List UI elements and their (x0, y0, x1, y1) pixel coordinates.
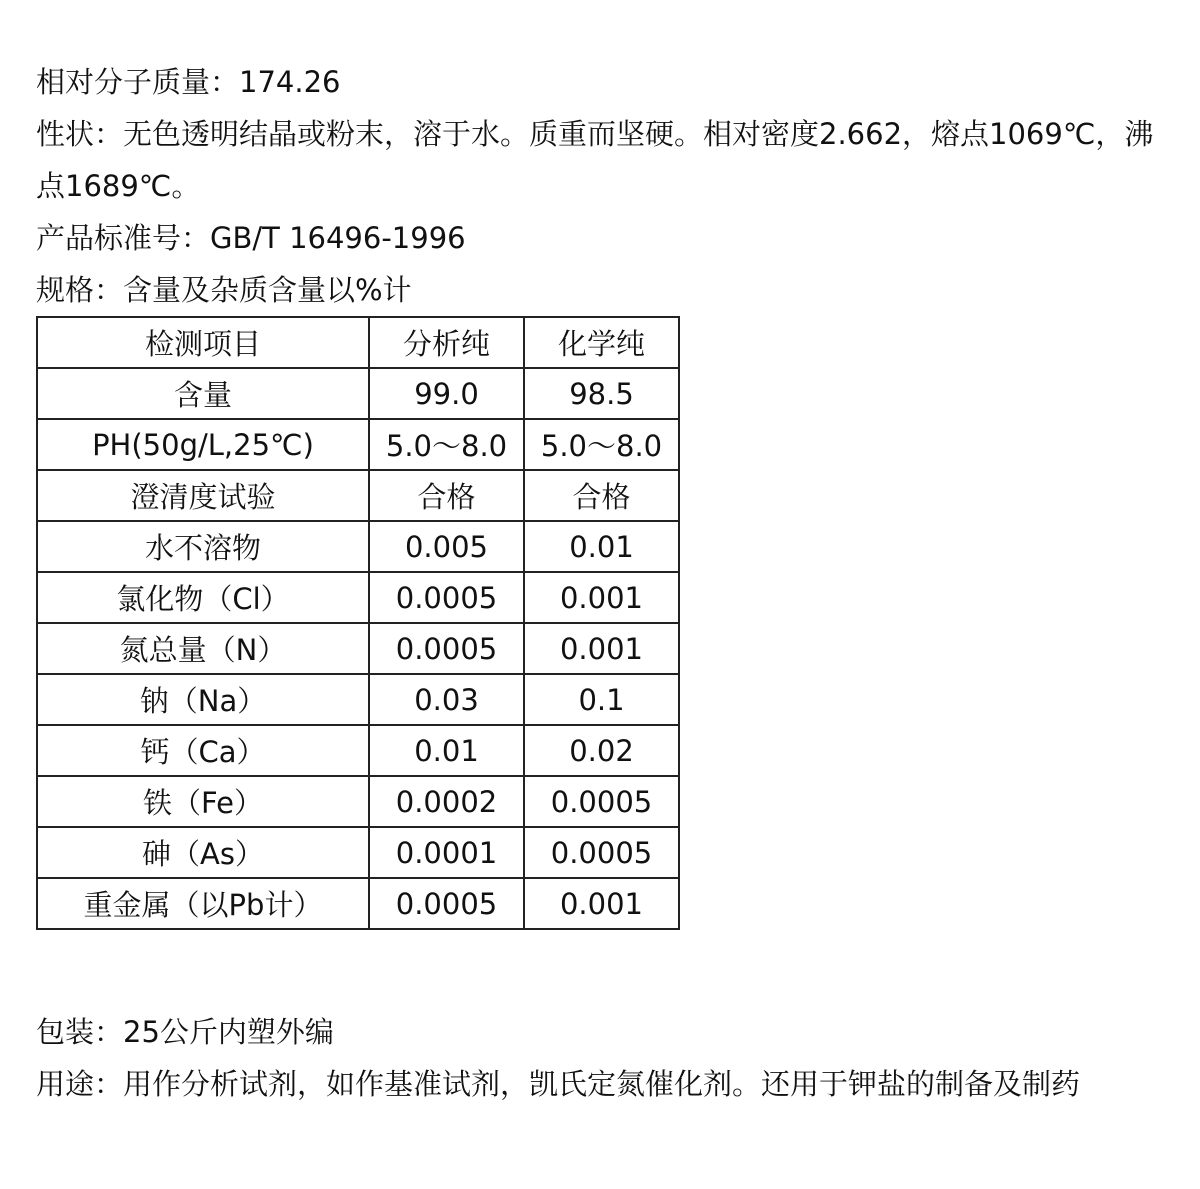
chemical-grade-cell: 合格 (524, 470, 679, 521)
table-header-row (37, 317, 679, 368)
chemical-grade-cell: 0.1 (524, 674, 679, 725)
analytical-grade-cell: 0.01 (369, 725, 524, 776)
item-cell: 铁（Fe） (37, 776, 369, 827)
analytical-grade-cell: 0.03 (369, 674, 524, 725)
chemical-grade-cell: 0.01 (524, 521, 679, 572)
item-cell: 氯化物（Cl） (37, 572, 369, 623)
item-cell: 水不溶物 (37, 521, 369, 572)
analytical-grade-cell: 0.0005 (369, 572, 524, 623)
analytical-grade-cell: 合格 (369, 470, 524, 521)
table-row (37, 419, 679, 470)
table-row (37, 725, 679, 776)
chemical-grade-cell: 0.001 (524, 878, 679, 929)
item-cell: 澄清度试验 (37, 470, 369, 521)
analytical-grade-cell: 5.0～8.0 (369, 419, 524, 470)
table-row (37, 368, 679, 419)
item-cell: 钠（Na） (37, 674, 369, 725)
molecular-weight-line: 相对分子质量：174.26 (36, 65, 341, 99)
chemical-grade-cell: 98.5 (524, 368, 679, 419)
analytical-grade-cell: 99.0 (369, 368, 524, 419)
chemical-grade-cell: 0.001 (524, 623, 679, 674)
analytical-grade-cell: 0.0005 (369, 878, 524, 929)
table-row (37, 674, 679, 725)
document-body (36, 56, 1176, 930)
table-row (37, 623, 679, 674)
table-row (37, 878, 679, 929)
item-cell: 含量 (37, 368, 369, 419)
item-cell: 氮总量（N） (37, 623, 369, 674)
chemical-grade-cell: 5.0～8.0 (524, 419, 679, 470)
document-footer (36, 1006, 1176, 1110)
analytical-grade-cell: 0.0002 (369, 776, 524, 827)
chemical-grade-cell: 0.02 (524, 725, 679, 776)
header-analytical-grade: 分析纯 (369, 317, 524, 368)
table-row (37, 776, 679, 827)
properties-line: 性状：无色透明结晶或粉末，溶于水。质重而坚硬。相对密度2.662，熔点1069℃，沸点1689℃。 (36, 117, 1154, 203)
table-row (37, 470, 679, 521)
packaging-line: 包装：25公斤内塑外编 (36, 1015, 334, 1049)
table-row (37, 827, 679, 878)
chemical-grade-cell: 0.0005 (524, 827, 679, 878)
standard-number-line: 产品标准号：GB/T 16496-1996 (36, 221, 466, 255)
analytical-grade-cell: 0.0005 (369, 623, 524, 674)
usage-line: 用途：用作分析试剂，如作基准试剂，凯氏定氮催化剂。还用于钾盐的制备及制药 (36, 1067, 1081, 1101)
specification-line: 规格：含量及杂质含量以%计 (36, 273, 412, 307)
chemical-grade-cell: 0.0005 (524, 776, 679, 827)
header-test-item: 检测项目 (37, 317, 369, 368)
analytical-grade-cell: 0.0001 (369, 827, 524, 878)
table-row (37, 521, 679, 572)
chemical-grade-cell: 0.001 (524, 572, 679, 623)
header-chemical-grade: 化学纯 (524, 317, 679, 368)
table-row (37, 572, 679, 623)
item-cell: 重金属（以Pb计） (37, 878, 369, 929)
item-cell: 砷（As） (37, 827, 369, 878)
item-cell: PH(50g/L,25℃) (37, 419, 369, 470)
item-cell: 钙（Ca） (37, 725, 369, 776)
analytical-grade-cell: 0.005 (369, 521, 524, 572)
specification-table (36, 316, 680, 930)
